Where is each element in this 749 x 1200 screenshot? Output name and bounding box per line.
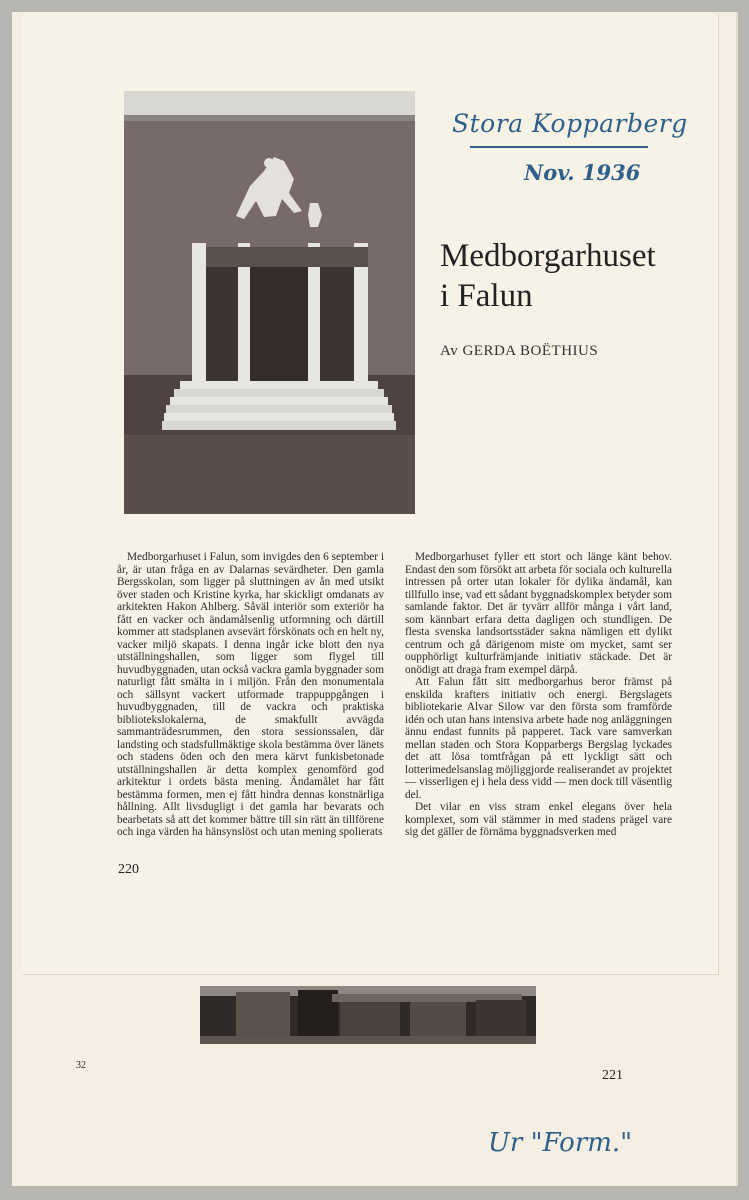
page-number-left: 220: [118, 862, 139, 877]
entrance-photo: [124, 91, 415, 514]
article-byline: Av GERDA BOËTHIUS: [440, 343, 599, 359]
handwritten-date: Nov. 1936: [524, 160, 641, 185]
handwritten-underline: [470, 146, 648, 148]
handwritten-origin: Ur "Form.": [488, 1128, 633, 1158]
right-paragraph: Medborgarhuset fyller ett stort och länge känt behov. Endast den som försökt att arbeta för sociala och kulturella intressen på orter utan lokaler för dylika ändamål, kan tillfullo inse, vad ett sådant byggnadskomplex betyder som samlande faktor. Det är tyvärr allför många i vårt land, som kännbart erfara detta dagligen och stundligen. De flesta svenska landsortsstäder sakna nämligen ett dylikt centrum och gå därigenom miste om mycket, samt ser oupphörligt kulturfrämjande initiativ stäckade. Det är onödigt att draga fram exempel därpå.: [405, 551, 672, 676]
page-number-right: 221: [602, 1068, 623, 1083]
left-paragraph: Medborgarhuset i Falun, som invigdes den 6 september i år, är utan fråga en av Dalarnas sevärdheter. Den gamla Bergsskolan, som ligger på sluttningen av ån med utsikt över staden och Kristine kyrka, har skickligt omdanats av arkitekten Hakon Ahlberg. Såväl interiör som exteriör ha fått en vacker och ändamålsenlig utformning och därtill kommer att stadsplanen avsevärt förskönats och en helt ny, vacker miljö skapats. I denna ingår icke blott den nya utställningshallen, som ligger som flygel till huvudbyggnaden, utan också vackra gamla byggnader som naturligt fått smälta in i miljön. Från den monumentala och sällsynt vackert utformade trappuppgången i huvudbyggnaden, till de vackra och praktiska bibliotekslokalerna, de smakfullt avvägda sammanträdesrummen, den stora sessionssalen, där landsting och stadsfullmäktige skola bestämma över länets och stadens öden och den mera kärvt funkisbetonade utställningshallen är detta komplex genomförd god arkitektur i ordets bästa mening. Ändamålet har fått bestämma formen, men ej fått hindra dennas konstnärliga hållning. Allt livsdugligt i det gamla har bevarats och bearbetats så att det kommer bättre till sin rätt än tillförene och inga värden ha hänsynslöst och utan mening spolierats: [117, 551, 384, 838]
article-title: Medborgarhuset i Falun: [440, 238, 656, 314]
right-paragraph: Det vilar en viss stram enkel elegans över hela komplexet, som väl stämmer in med stadens prägel vare sig det gäller de förnäma byggnadsverken med: [405, 801, 672, 838]
right-paragraph: Att Falun fått sitt medborgarhus beror främst på enskilda krafters initiativ och energi. Bergslagets bibliotekarie Alvar Silow var den första som framförde idén och utan hans intensiva arbete hade nog anläggningen ännu endast funnits på papperet. Tack vare samverkan mellan staden och Stora Kopparbergs Bergslag lyckades det att lösa tomtfrågan på ett lyckligt sätt och lotterimedelsanslag möjliggjorde realiserandet av projektet — visserligen ej i hela dess vidd — men dock till väsentlig del.: [405, 676, 672, 801]
right-column: [405, 551, 672, 839]
left-column: [117, 551, 384, 839]
handwritten-source: Stora Kopparberg: [452, 109, 688, 138]
sheet-number: 32: [76, 1060, 86, 1071]
interior-photo: [200, 986, 536, 1044]
